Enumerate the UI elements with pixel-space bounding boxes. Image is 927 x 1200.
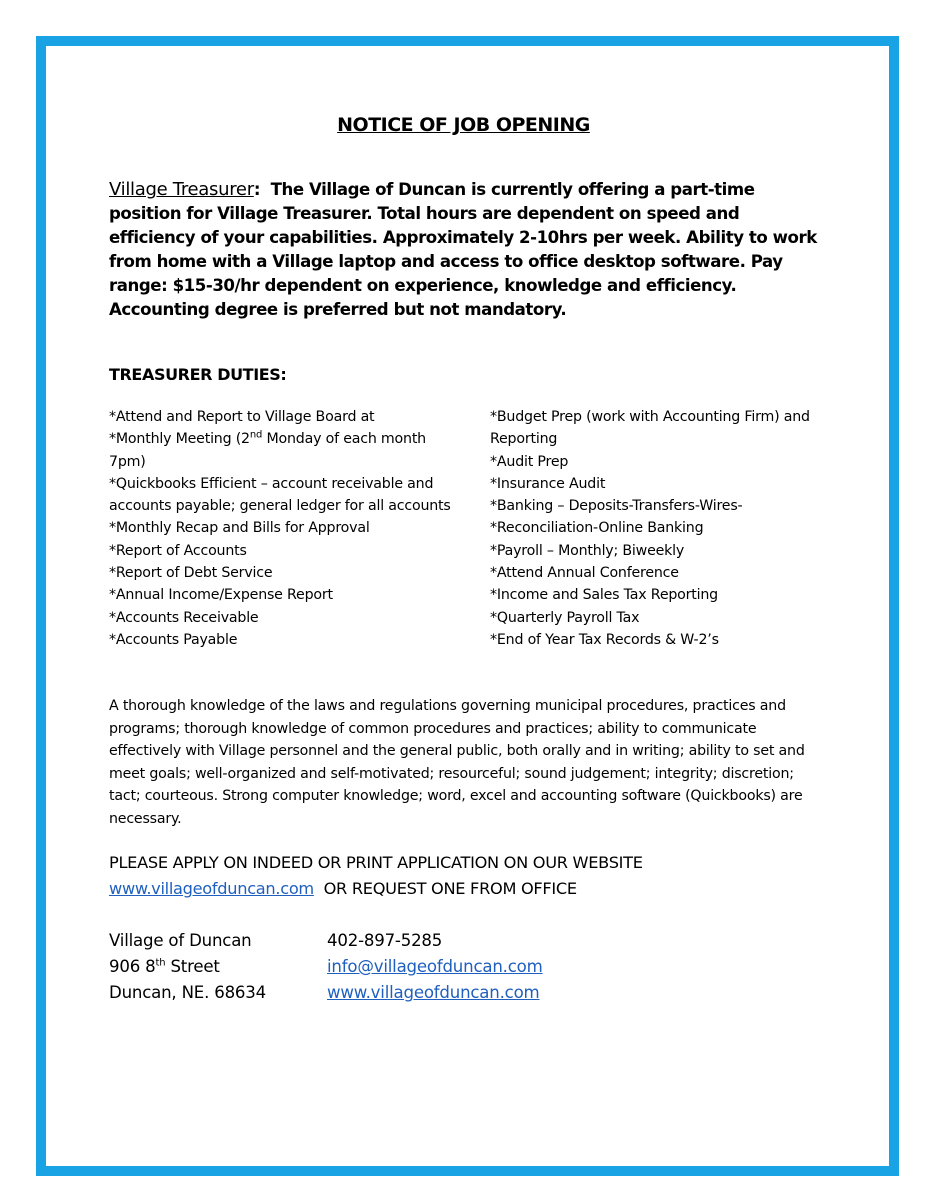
duty-item: *Budget Prep (work with Accounting Firm) and Reporting (490, 409, 810, 448)
duty-item: *Quarterly Payroll Tax (490, 609, 640, 626)
ordinal-suffix: th (155, 957, 166, 969)
contact-address (109, 928, 266, 1006)
duty-item (109, 428, 454, 473)
duty-item: *Quickbooks Efficient – account receivable and accounts payable; general ledger for all accounts (109, 475, 451, 515)
intro-paragraph (109, 178, 829, 322)
duty-item: *Report of Debt Service (109, 565, 273, 582)
street-name: Street (165, 957, 220, 976)
duty-item: *Income and Sales Tax Reporting (490, 587, 718, 604)
city-state-zip: Duncan, NE. 68634 (109, 983, 267, 1002)
duty-item: *Audit Prep (490, 453, 569, 470)
duty-text: *Monthly Meeting (2 (109, 431, 250, 448)
role-title: Village Treasurer (109, 179, 254, 200)
duty-item: *End of Year Tax Records & W-2’s (490, 631, 719, 648)
duty-text: Monday of each month 7pm) (109, 431, 426, 470)
apply-line: PLEASE APPLY ON INDEED OR PRINT APPLICATION ON OUR WEBSITE (109, 853, 643, 872)
duty-item: *Report of Accounts (109, 542, 247, 559)
apply-line-rest: OR REQUEST ONE FROM OFFICE (313, 879, 577, 898)
duty-item: *Attend Annual Conference (490, 565, 679, 582)
phone-number: 402-897-5285 (327, 931, 443, 950)
duty-item: *Payroll – Monthly; Biweekly (490, 542, 685, 559)
website-link[interactable]: www.villageofduncan.com (327, 983, 540, 1002)
duty-item: *Accounts Receivable (109, 609, 259, 626)
street-address (109, 954, 266, 980)
duty-item: *Monthly Recap and Bills for Approval (109, 520, 370, 537)
page-title: NOTICE OF JOB OPENING (337, 114, 590, 136)
org-name: Village of Duncan (109, 931, 252, 950)
duty-item: *Attend and Report to Village Board at (109, 409, 375, 425)
duty-item: *Accounts Payable (109, 631, 238, 648)
ordinal-suffix: nd (249, 429, 263, 441)
contact-details (327, 928, 543, 1006)
duties-heading: TREASURER DUTIES: (109, 365, 287, 384)
website-link[interactable]: www.villageofduncan.com (109, 879, 314, 898)
duty-item: *Insurance Audit (490, 475, 606, 492)
street-number: 906 8 (109, 957, 156, 976)
intro-text: The Village of Duncan is currently offering a part-time position for Village Treasurer. Total hours are dependent on speed and efficiency of your capabilities. Approximately 2-10hrs per week. Ability to work from home with a Village laptop and access to office desktop software. Pay range: $15-30/hr dependent on experience, knowledge and efficiency. Accounting degree is preferred but not mandatory. (109, 180, 823, 319)
duty-item: *Reconciliation-Online Banking (490, 520, 704, 537)
apply-instructions (109, 850, 849, 902)
apply-line (109, 876, 849, 902)
duty-item: *Annual Income/Expense Report (109, 587, 333, 604)
qualifications-paragraph: A thorough knowledge of the laws and regulations governing municipal procedures, practices and programs; thorough knowledge of common procedures and practices; ability to communicate effectively with Village personnel and the general public, both orally and in writing; ability to set and meet goals; well-organized and self-motivated; resourceful; sound judgement; integrity; discretion; tact; courteous. Strong computer knowledge; word, excel and accounting software (Quickbooks) are necessary. (109, 698, 805, 827)
email-link[interactable]: info@villageofduncan.com (327, 957, 543, 976)
duty-item: *Banking – Deposits-Transfers-Wires- (490, 498, 743, 515)
duties-left-column (109, 406, 454, 651)
role-colon: : (253, 180, 260, 199)
duties-right-column (490, 406, 840, 651)
